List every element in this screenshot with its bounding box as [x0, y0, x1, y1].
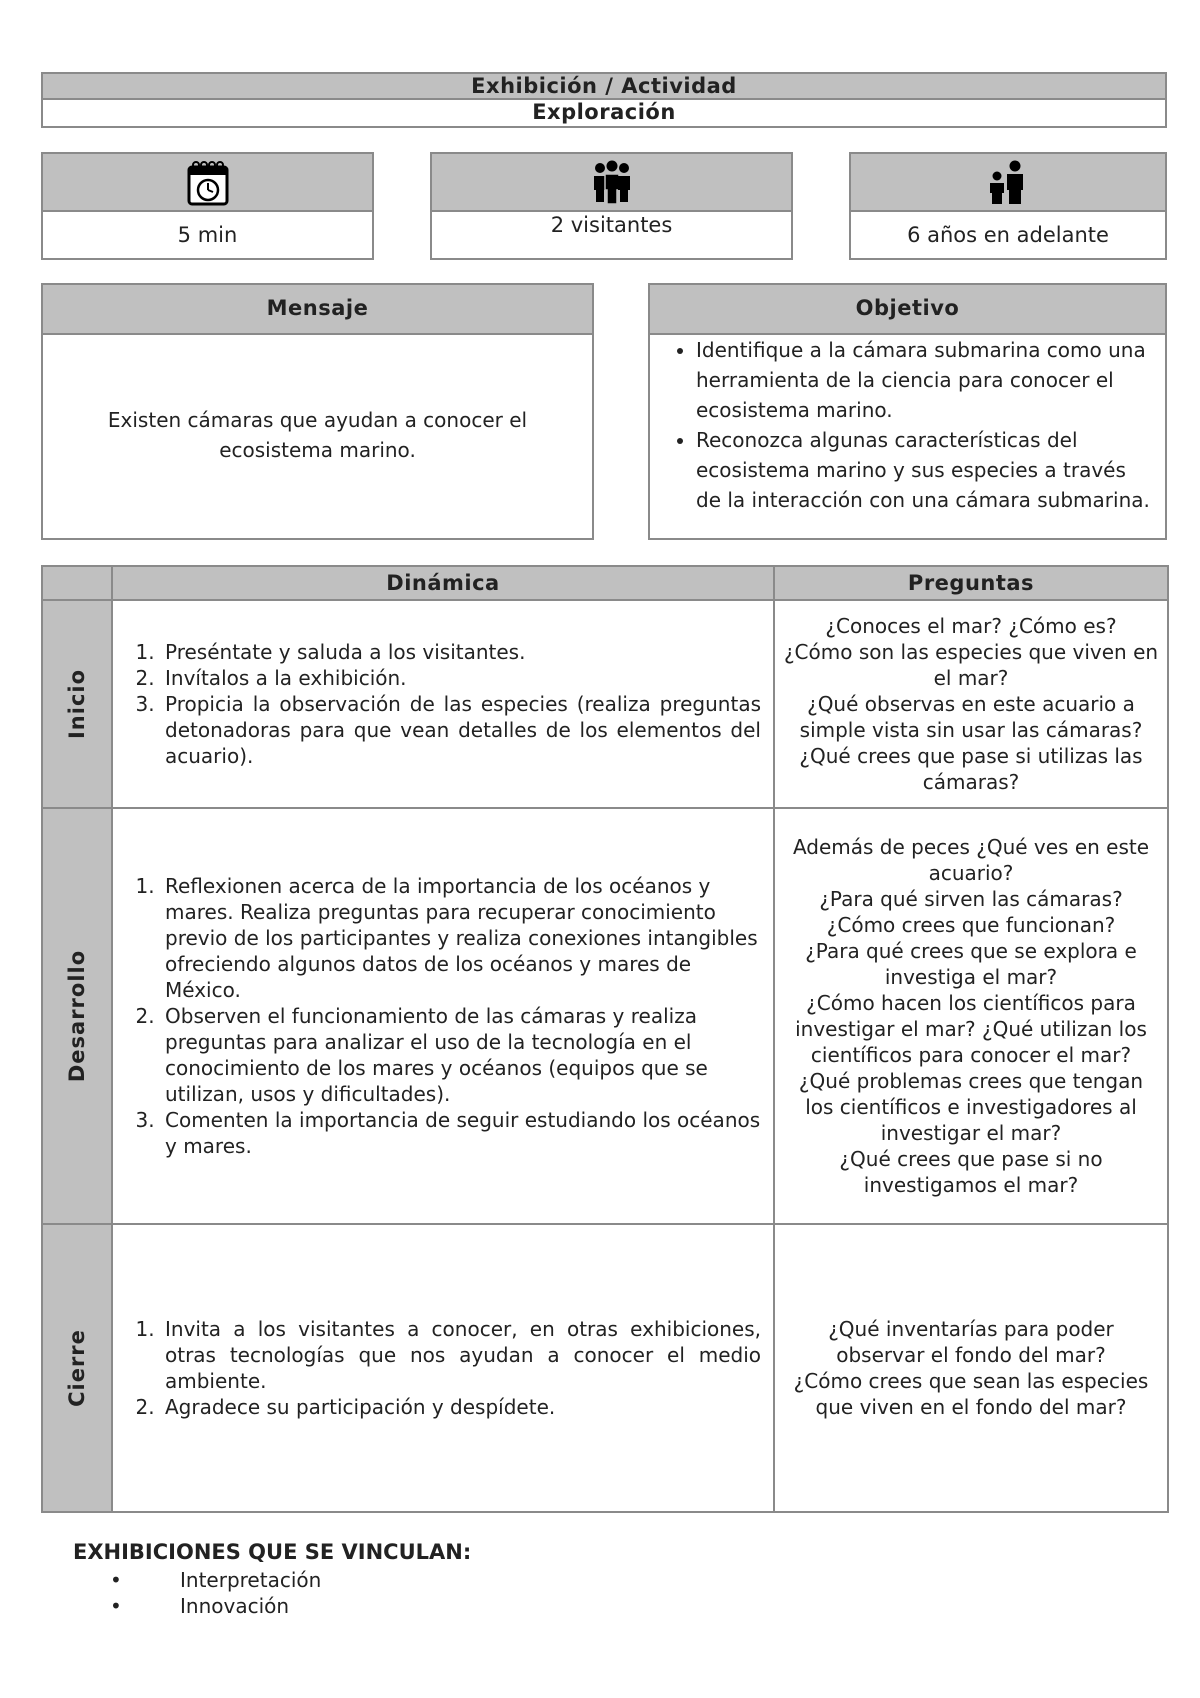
question-text: ¿Qué crees que pase si no investigamos el mar? [839, 1147, 1103, 1197]
objective-item: • Reconozca algunas características del ecosistema marino y sus especies a través de la interacción con una cámara submarina. [696, 425, 1155, 515]
table-header-row [42, 566, 1168, 600]
objective-list [650, 335, 1165, 515]
objective-item: • Identifique a la cámara submarina como una herramienta de la ciencia para conocer el ecosistema marino. [696, 335, 1155, 425]
phase-label-cell [42, 808, 112, 1224]
question-text: ¿Qué inventarías para poder observar el fondo del mar? [828, 1317, 1114, 1367]
step-item: 3. Propicia la observación de las especies (realiza preguntas detonadoras para que vean detalles de los elementos del acuario). [161, 691, 761, 769]
phase-label-cell [42, 600, 112, 808]
step-item: 1. Preséntate y saluda a los visitantes. [161, 639, 761, 665]
phase-label: Desarrollo [65, 949, 89, 1083]
step-item: 2. Observen el funcionamiento de las cámaras y realiza preguntas para analizar el uso de la tecnología en el conocimiento de los mares y océanos (equipos que se utilizan, usos y dificultades). [161, 1003, 761, 1107]
table-row-inicio [42, 600, 1168, 808]
phase-label-cell [42, 1224, 112, 1512]
linked-exhibition-item: • Innovación [100, 1593, 321, 1619]
steps-cell [112, 1224, 774, 1512]
step-item: 1. Invita a los visitantes a conocer, en otras exhibiciones, otras tecnologías que nos ayudan a conocer el medio ambiente. [161, 1316, 761, 1394]
activity-title: Exhibición / Actividad [41, 72, 1167, 100]
steps-cell [112, 808, 774, 1224]
questions-cell [774, 600, 1168, 808]
linked-exhibition-item: • Interpretación [100, 1567, 321, 1593]
step-item: 3. Comenten la importancia de seguir estudiando los océanos y mares. [161, 1107, 761, 1159]
adult-child-icon [986, 160, 1030, 210]
step-item: 2. Agradece su participación y despídete. [161, 1394, 761, 1420]
message-heading: Mensaje [43, 285, 592, 335]
question-text: ¿Qué observas en este acuario a simple vista sin usar las cámaras? [799, 692, 1143, 742]
table-row-desarrollo [42, 808, 1168, 1224]
objective-heading: Objetivo [650, 285, 1165, 335]
question-text: ¿Conoces el mar? ¿Cómo es? [825, 614, 1117, 638]
linked-exhibitions-list [100, 1567, 321, 1619]
dynamics-column-header: Dinámica [112, 566, 774, 600]
question-text: ¿Para qué crees que se explora e investiga el mar? [805, 939, 1137, 989]
duration-card [41, 152, 374, 260]
question-text: Además de peces ¿Qué ves en este acuario? [792, 835, 1150, 885]
question-text: ¿Cómo son las especies que viven en el mar? [783, 640, 1159, 690]
activity-subtitle: Exploración [41, 100, 1167, 128]
phase-label: Inicio [65, 668, 89, 740]
visitors-value: 2 visitantes [550, 213, 673, 237]
table-row-cierre [42, 1224, 1168, 1512]
clock-calendar-icon [186, 160, 230, 210]
question-text: ¿Qué problemas crees que tengan los científicos e investigadores al investigar el mar? [798, 1069, 1144, 1145]
question-text: ¿Para qué sirven las cámaras? [819, 887, 1123, 911]
question-text: ¿Qué crees que pase si utilizas las cámaras? [799, 744, 1143, 794]
message-panel [41, 283, 594, 540]
phase-label: Cierre [65, 1329, 89, 1407]
step-item: 2. Invítalos a la exhibición. [161, 665, 761, 691]
age-card [849, 152, 1167, 260]
questions-column-header: Preguntas [774, 566, 1168, 600]
question-text: ¿Cómo crees que sean las especies que viven en el fondo del mar? [793, 1369, 1149, 1419]
visitors-card [430, 152, 793, 260]
question-text: ¿Cómo hacen los científicos para investigar el mar? ¿Qué utilizan los científicos para conocer el mar? [795, 991, 1147, 1067]
corner-cell [42, 566, 112, 600]
duration-value: 5 min [177, 223, 238, 247]
age-value: 6 años en adelante [907, 223, 1109, 247]
message-text: Existen cámaras que ayudan a conocer el ecosistema marino. [107, 408, 528, 462]
step-item: 1. Reflexionen acerca de la importancia de los océanos y mares. Realiza preguntas para recuperar conocimiento previo de los participantes y realiza conexiones intangibles ofreciendo algunos datos de los océanos y mares de México. [161, 873, 761, 1003]
questions-cell [774, 1224, 1168, 1512]
questions-cell [774, 808, 1168, 1224]
linked-exhibitions-title: EXHIBICIONES QUE SE VINCULAN: [73, 1540, 472, 1564]
dynamics-table [41, 565, 1169, 1513]
steps-cell [112, 600, 774, 808]
objective-panel [648, 283, 1167, 540]
question-text: ¿Cómo crees que funcionan? [826, 913, 1116, 937]
group-icon [590, 160, 634, 210]
